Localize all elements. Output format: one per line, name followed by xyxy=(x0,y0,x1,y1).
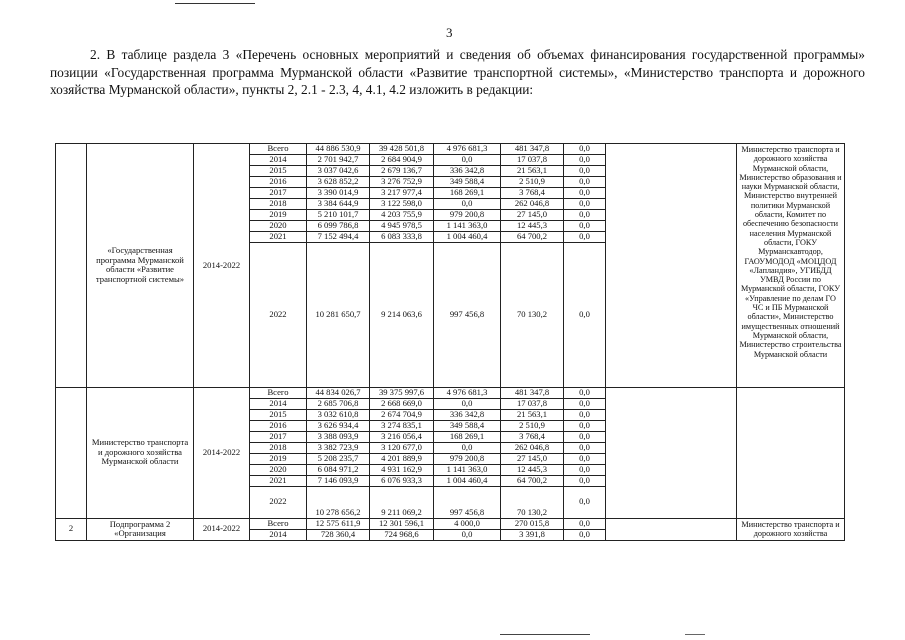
value-cell: 4 976 681,3 xyxy=(434,144,501,155)
value-cell: 21 563,1 xyxy=(501,165,564,176)
value-cell: 4 945 978,5 xyxy=(370,220,434,231)
year-cell: 2018 xyxy=(250,442,307,453)
value-cell: 44 834 026,7 xyxy=(307,387,370,398)
value-cell: 0,0 xyxy=(564,464,606,475)
year-cell: 2016 xyxy=(250,420,307,431)
value-cell: 5 208 235,7 xyxy=(307,453,370,464)
empty-cell xyxy=(606,144,737,388)
block-number-cell xyxy=(56,144,87,388)
value-cell: 0,0 xyxy=(564,165,606,176)
value-cell: 3 274 835,1 xyxy=(370,420,434,431)
value-cell: 6 083 333,8 xyxy=(370,231,434,242)
value-cell: 6 076 933,3 xyxy=(370,475,434,486)
value-cell: 0,0 xyxy=(564,398,606,409)
value-cell: 3 120 677,0 xyxy=(370,442,434,453)
value-cell: 0,0 xyxy=(564,409,606,420)
value-cell: 0,0 xyxy=(564,220,606,231)
block-number-cell: 2 xyxy=(56,518,87,540)
year-cell: 2017 xyxy=(250,431,307,442)
value-cell: 0,0 xyxy=(434,529,501,540)
year-cell: 2021 xyxy=(250,231,307,242)
table-row xyxy=(56,144,845,155)
value-cell: 3 217 977,4 xyxy=(370,187,434,198)
value-cell: 0,0 xyxy=(434,442,501,453)
block-name-cell: «Государственная программа Мурманской области «Развитие транспортной системы» xyxy=(87,144,194,388)
empty-cell xyxy=(606,518,737,540)
value-cell: 12 301 596,1 xyxy=(370,518,434,529)
value-cell: 728 360,4 xyxy=(307,529,370,540)
value-cell: 2 679 136,7 xyxy=(370,165,434,176)
value-cell: 0,0 xyxy=(564,453,606,464)
value-cell: 39 428 501,8 xyxy=(370,144,434,155)
value-cell: 481 347,8 xyxy=(501,387,564,398)
value-cell: 0,0 xyxy=(564,176,606,187)
value-cell: 3 391,8 xyxy=(501,529,564,540)
block-period-cell: 2014-2022 xyxy=(194,387,250,518)
page-number: 3 xyxy=(446,25,453,40)
value-cell: 70 130,2 xyxy=(501,486,564,518)
year-cell: 2020 xyxy=(250,220,307,231)
table-row xyxy=(56,518,845,529)
value-cell: 3 768,4 xyxy=(501,187,564,198)
value-cell: 44 886 530,9 xyxy=(307,144,370,155)
value-cell: 0,0 xyxy=(564,154,606,165)
value-cell: 12 445,3 xyxy=(501,220,564,231)
block-name-cell: Министерство транспорта и дорожного хозяйства Мурманской области xyxy=(87,387,194,518)
value-cell: 0,0 xyxy=(564,420,606,431)
value-cell: 1 141 363,0 xyxy=(434,220,501,231)
value-cell: 0,0 xyxy=(564,529,606,540)
value-cell: 6 084 971,2 xyxy=(307,464,370,475)
year-cell: 2021 xyxy=(250,475,307,486)
value-cell: 2 685 706,8 xyxy=(307,398,370,409)
executor-cell: Министерство транспорта и дорожного хозяйства xyxy=(737,518,845,540)
value-cell: 4 976 681,3 xyxy=(434,387,501,398)
value-cell: 0,0 xyxy=(564,431,606,442)
value-cell: 10 281 650,7 xyxy=(307,242,370,387)
bottom-rule xyxy=(500,634,590,635)
value-cell: 336 342,8 xyxy=(434,165,501,176)
year-cell: 2014 xyxy=(250,529,307,540)
block-period-cell: 2014-2022 xyxy=(194,518,250,540)
value-cell: 6 099 786,8 xyxy=(307,220,370,231)
value-cell: 3 037 042,6 xyxy=(307,165,370,176)
value-cell: 997 456,8 xyxy=(434,486,501,518)
value-cell: 70 130,2 xyxy=(501,242,564,387)
value-cell: 270 015,8 xyxy=(501,518,564,529)
year-cell: 2015 xyxy=(250,409,307,420)
value-cell: 349 588,4 xyxy=(434,420,501,431)
value-cell: 64 700,2 xyxy=(501,231,564,242)
value-cell: 17 037,8 xyxy=(501,398,564,409)
value-cell: 262 046,8 xyxy=(501,442,564,453)
year-cell: 2015 xyxy=(250,165,307,176)
value-cell: 0,0 xyxy=(564,231,606,242)
executor-cell: Министерство транспорта и дорожного хозяйства Мурманской области, Министерство образования и науки Мурманской области, Министерство внутренней политики Мурманской области, Комитет по обеспечению безопасности населения Мурманской области, ГОКУ Мурманскавтодор, ГАОУМОДОД «МОЦДОД «Лапландия», УГИБДД УМВД России по Мурманской области, ГОКУ «Управление по делам ГО ЧС и ПБ Мурманской области», Министерство имущественных отношений Мурманской области, Министерство строительства Мурманской области xyxy=(737,144,845,388)
financing-table xyxy=(55,143,845,541)
value-cell: 3 626 934,4 xyxy=(307,420,370,431)
value-cell: 3 382 723,9 xyxy=(307,442,370,453)
value-cell: 0,0 xyxy=(564,442,606,453)
value-cell: 979 200,8 xyxy=(434,453,501,464)
value-cell: 1 141 363,0 xyxy=(434,464,501,475)
value-cell: 4 000,0 xyxy=(434,518,501,529)
value-cell: 349 588,4 xyxy=(434,176,501,187)
value-cell: 64 700,2 xyxy=(501,475,564,486)
value-cell: 4 201 889,9 xyxy=(370,453,434,464)
year-cell: 2018 xyxy=(250,198,307,209)
bottom-rule-short xyxy=(685,634,705,635)
year-cell: 2022 xyxy=(250,242,307,387)
block-number-cell xyxy=(56,387,87,518)
value-cell: 0,0 xyxy=(564,198,606,209)
value-cell: 1 004 460,4 xyxy=(434,475,501,486)
year-cell: 2019 xyxy=(250,453,307,464)
top-rule xyxy=(175,3,255,4)
year-cell: 2019 xyxy=(250,209,307,220)
table-body xyxy=(56,144,845,541)
value-cell: 12 575 611,9 xyxy=(307,518,370,529)
year-cell: Всего xyxy=(250,387,307,398)
value-cell: 0,0 xyxy=(434,198,501,209)
value-cell: 21 563,1 xyxy=(501,409,564,420)
value-cell: 979 200,8 xyxy=(434,209,501,220)
value-cell: 3 122 598,0 xyxy=(370,198,434,209)
value-cell: 3 628 852,2 xyxy=(307,176,370,187)
value-cell: 0,0 xyxy=(434,154,501,165)
value-cell: 4 931 162,9 xyxy=(370,464,434,475)
value-cell: 0,0 xyxy=(564,242,606,387)
value-cell: 9 214 063,6 xyxy=(370,242,434,387)
value-cell: 997 456,8 xyxy=(434,242,501,387)
value-cell: 2 510,9 xyxy=(501,420,564,431)
value-cell: 3 276 752,9 xyxy=(370,176,434,187)
value-cell: 5 210 101,7 xyxy=(307,209,370,220)
value-cell: 0,0 xyxy=(564,475,606,486)
value-cell: 0,0 xyxy=(564,518,606,529)
block-period-cell: 2014-2022 xyxy=(194,144,250,388)
value-cell: 2 674 704,9 xyxy=(370,409,434,420)
value-cell: 12 445,3 xyxy=(501,464,564,475)
year-cell: 2020 xyxy=(250,464,307,475)
year-cell: 2014 xyxy=(250,398,307,409)
value-cell: 7 146 093,9 xyxy=(307,475,370,486)
year-cell: 2017 xyxy=(250,187,307,198)
value-cell: 0,0 xyxy=(564,187,606,198)
table-row xyxy=(56,387,845,398)
value-cell: 27 145,0 xyxy=(501,453,564,464)
value-cell: 4 203 755,9 xyxy=(370,209,434,220)
value-cell: 1 004 460,4 xyxy=(434,231,501,242)
value-cell: 3 390 014,9 xyxy=(307,187,370,198)
value-cell: 39 375 997,6 xyxy=(370,387,434,398)
value-cell: 7 152 494,4 xyxy=(307,231,370,242)
value-cell: 2 510,9 xyxy=(501,176,564,187)
value-cell: 481 347,8 xyxy=(501,144,564,155)
value-cell: 2 684 904,9 xyxy=(370,154,434,165)
intro-paragraph: 2. В таблице раздела 3 «Перечень основных мероприятий и сведения об объемах финансирования государственной программы» позиции «Государственная программа Мурманской области «Развитие транспортной системы», «Министерство транспорта и дорожного хозяйства Мурманской области», пункты 2, 2.1 - 2.3, 4, 4.1, 4.2 изложить в редакции: xyxy=(50,47,865,97)
year-cell: Всего xyxy=(250,144,307,155)
block-name-cell: Подпрограмма 2 «Организация xyxy=(87,518,194,540)
value-cell: 168 269,1 xyxy=(434,431,501,442)
value-cell: 27 145,0 xyxy=(501,209,564,220)
value-cell: 724 968,6 xyxy=(370,529,434,540)
value-cell: 3 388 093,9 xyxy=(307,431,370,442)
value-cell: 168 269,1 xyxy=(434,187,501,198)
year-cell: 2016 xyxy=(250,176,307,187)
value-cell: 262 046,8 xyxy=(501,198,564,209)
value-cell: 0,0 xyxy=(564,209,606,220)
value-cell: 10 278 656,2 xyxy=(307,486,370,518)
executor-cell xyxy=(737,387,845,518)
empty-cell xyxy=(606,387,737,518)
value-cell: 0,0 xyxy=(434,398,501,409)
value-cell: 2 668 669,0 xyxy=(370,398,434,409)
value-cell: 336 342,8 xyxy=(434,409,501,420)
value-cell: 9 211 069,2 xyxy=(370,486,434,518)
value-cell: 0,0 xyxy=(564,387,606,398)
value-cell: 3 032 610,8 xyxy=(307,409,370,420)
value-cell: 0,0 xyxy=(564,486,606,518)
value-cell: 3 216 056,4 xyxy=(370,431,434,442)
year-cell: Всего xyxy=(250,518,307,529)
value-cell: 3 768,4 xyxy=(501,431,564,442)
year-cell: 2014 xyxy=(250,154,307,165)
value-cell: 2 701 942,7 xyxy=(307,154,370,165)
year-cell: 2022 xyxy=(250,486,307,518)
value-cell: 17 037,8 xyxy=(501,154,564,165)
value-cell: 0,0 xyxy=(564,144,606,155)
value-cell: 3 384 644,9 xyxy=(307,198,370,209)
